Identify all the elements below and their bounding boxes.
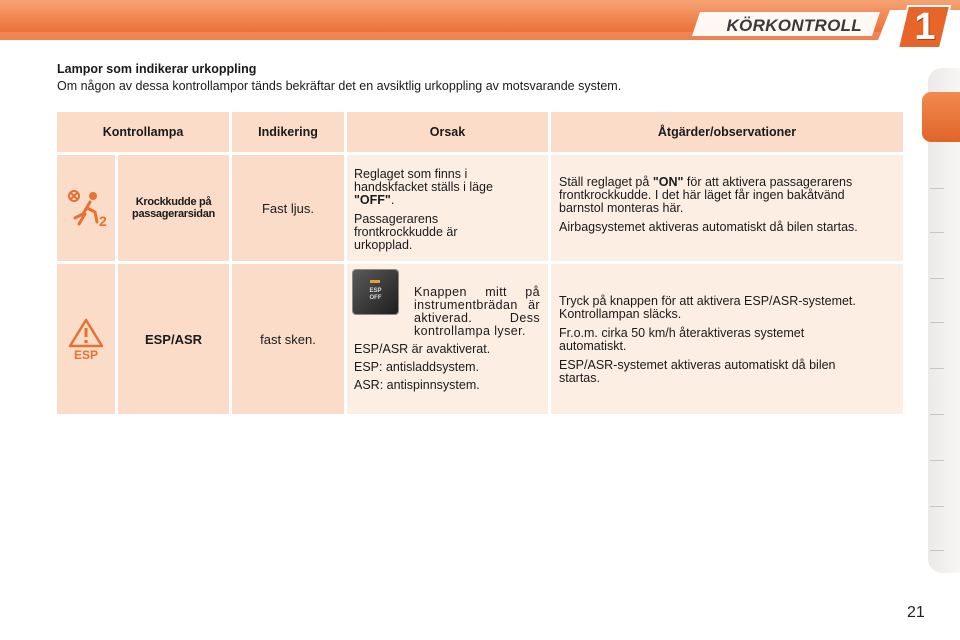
cause-airbag (347, 155, 548, 261)
esp-button-label: ESP (369, 288, 382, 294)
on-position-label: "ON" (652, 175, 684, 189)
header-indikering: Indikering (232, 112, 344, 152)
section-title: Lampor som indikerar urkoppling (57, 62, 257, 76)
header-orsak: Orsak (347, 112, 548, 152)
tab-divider (930, 188, 944, 189)
cause-esp-3: ESP: antisladdsystem. (354, 360, 480, 374)
action-esp (551, 264, 903, 414)
tab-divider (930, 322, 944, 323)
cause-airbag-2: Passagerarens frontkrockkudde är urkopplad. (354, 212, 458, 252)
action-airbag (551, 155, 903, 261)
action-esp-2: Fr.o.m. cirka 50 km/h återaktiveras systemet automatiskt. (559, 326, 805, 353)
esp-icon-cell (57, 264, 115, 414)
action-airbag-2: Airbagsystemet aktiveras automatiskt då bilen startas. (559, 220, 858, 234)
action-airbag-1 (559, 176, 875, 215)
airbag-off-icon (63, 188, 109, 228)
cause-airbag-1 (354, 168, 534, 207)
cause-esp-1: Knappen mitt på instrumentbrädan är aktiverad. Dess kontrollampa lyser. (414, 285, 540, 338)
esp-off-button-image (353, 270, 398, 314)
svg-text:2: 2 (99, 213, 107, 228)
chapter-tab-rail (928, 68, 960, 573)
esp-icon-label: ESP (73, 348, 99, 360)
esp-warning-icon (66, 318, 106, 360)
tab-divider (930, 460, 944, 461)
action-text: Ställ reglaget på (559, 175, 653, 189)
active-chapter-tab (922, 92, 960, 142)
chapter-title: KÖRKONTROLL (726, 16, 862, 35)
action-text: för att aktivera passagerarens frontkrockkudde. I det här läget får ingen bakåtvänd barnstol monteras här. (559, 175, 853, 215)
header-kontrollampa: Kontrollampa (57, 112, 229, 152)
action-esp-3: ESP/ASR-systemet aktiveras automatiskt då bilen startas. (559, 358, 836, 385)
tab-divider (930, 550, 944, 551)
cause-esp-4: ASR: antispinnsystem. (354, 378, 480, 392)
cause-text: Reglaget som finns i handskfacket ställs i läge (354, 167, 493, 194)
indication-airbag: Fast ljus. (232, 155, 344, 261)
indication-esp: fast sken. (232, 264, 344, 414)
chapter-number: 1 (914, 6, 936, 48)
cause-esp-2: ESP/ASR är avaktiverat. (354, 342, 491, 356)
off-button-label: OFF (369, 295, 382, 301)
cause-esp (347, 264, 548, 414)
section-intro: Om någon av dessa kontrollampor tänds bekräftar det en avsiktlig urkoppling av motsvarande system. (57, 79, 622, 93)
tab-divider (930, 414, 944, 415)
page-number: 21 (907, 604, 925, 621)
tab-divider (930, 278, 944, 279)
tab-divider (930, 232, 944, 233)
header-atgarder: Åtgärder/observationer (551, 112, 903, 152)
lamp-name-airbag: Krockkudde på passagerarsidan (118, 155, 229, 261)
tab-divider (930, 368, 944, 369)
tab-divider (930, 506, 944, 507)
airbag-icon-cell (57, 155, 115, 261)
off-position-label: "OFF" (354, 193, 391, 207)
lamp-name-esp: ESP/ASR (118, 264, 229, 414)
action-esp-1: Tryck på knappen för att aktivera ESP/ASR-systemet. Kontrollampan släcks. (559, 294, 856, 321)
cause-text: . (390, 193, 395, 207)
